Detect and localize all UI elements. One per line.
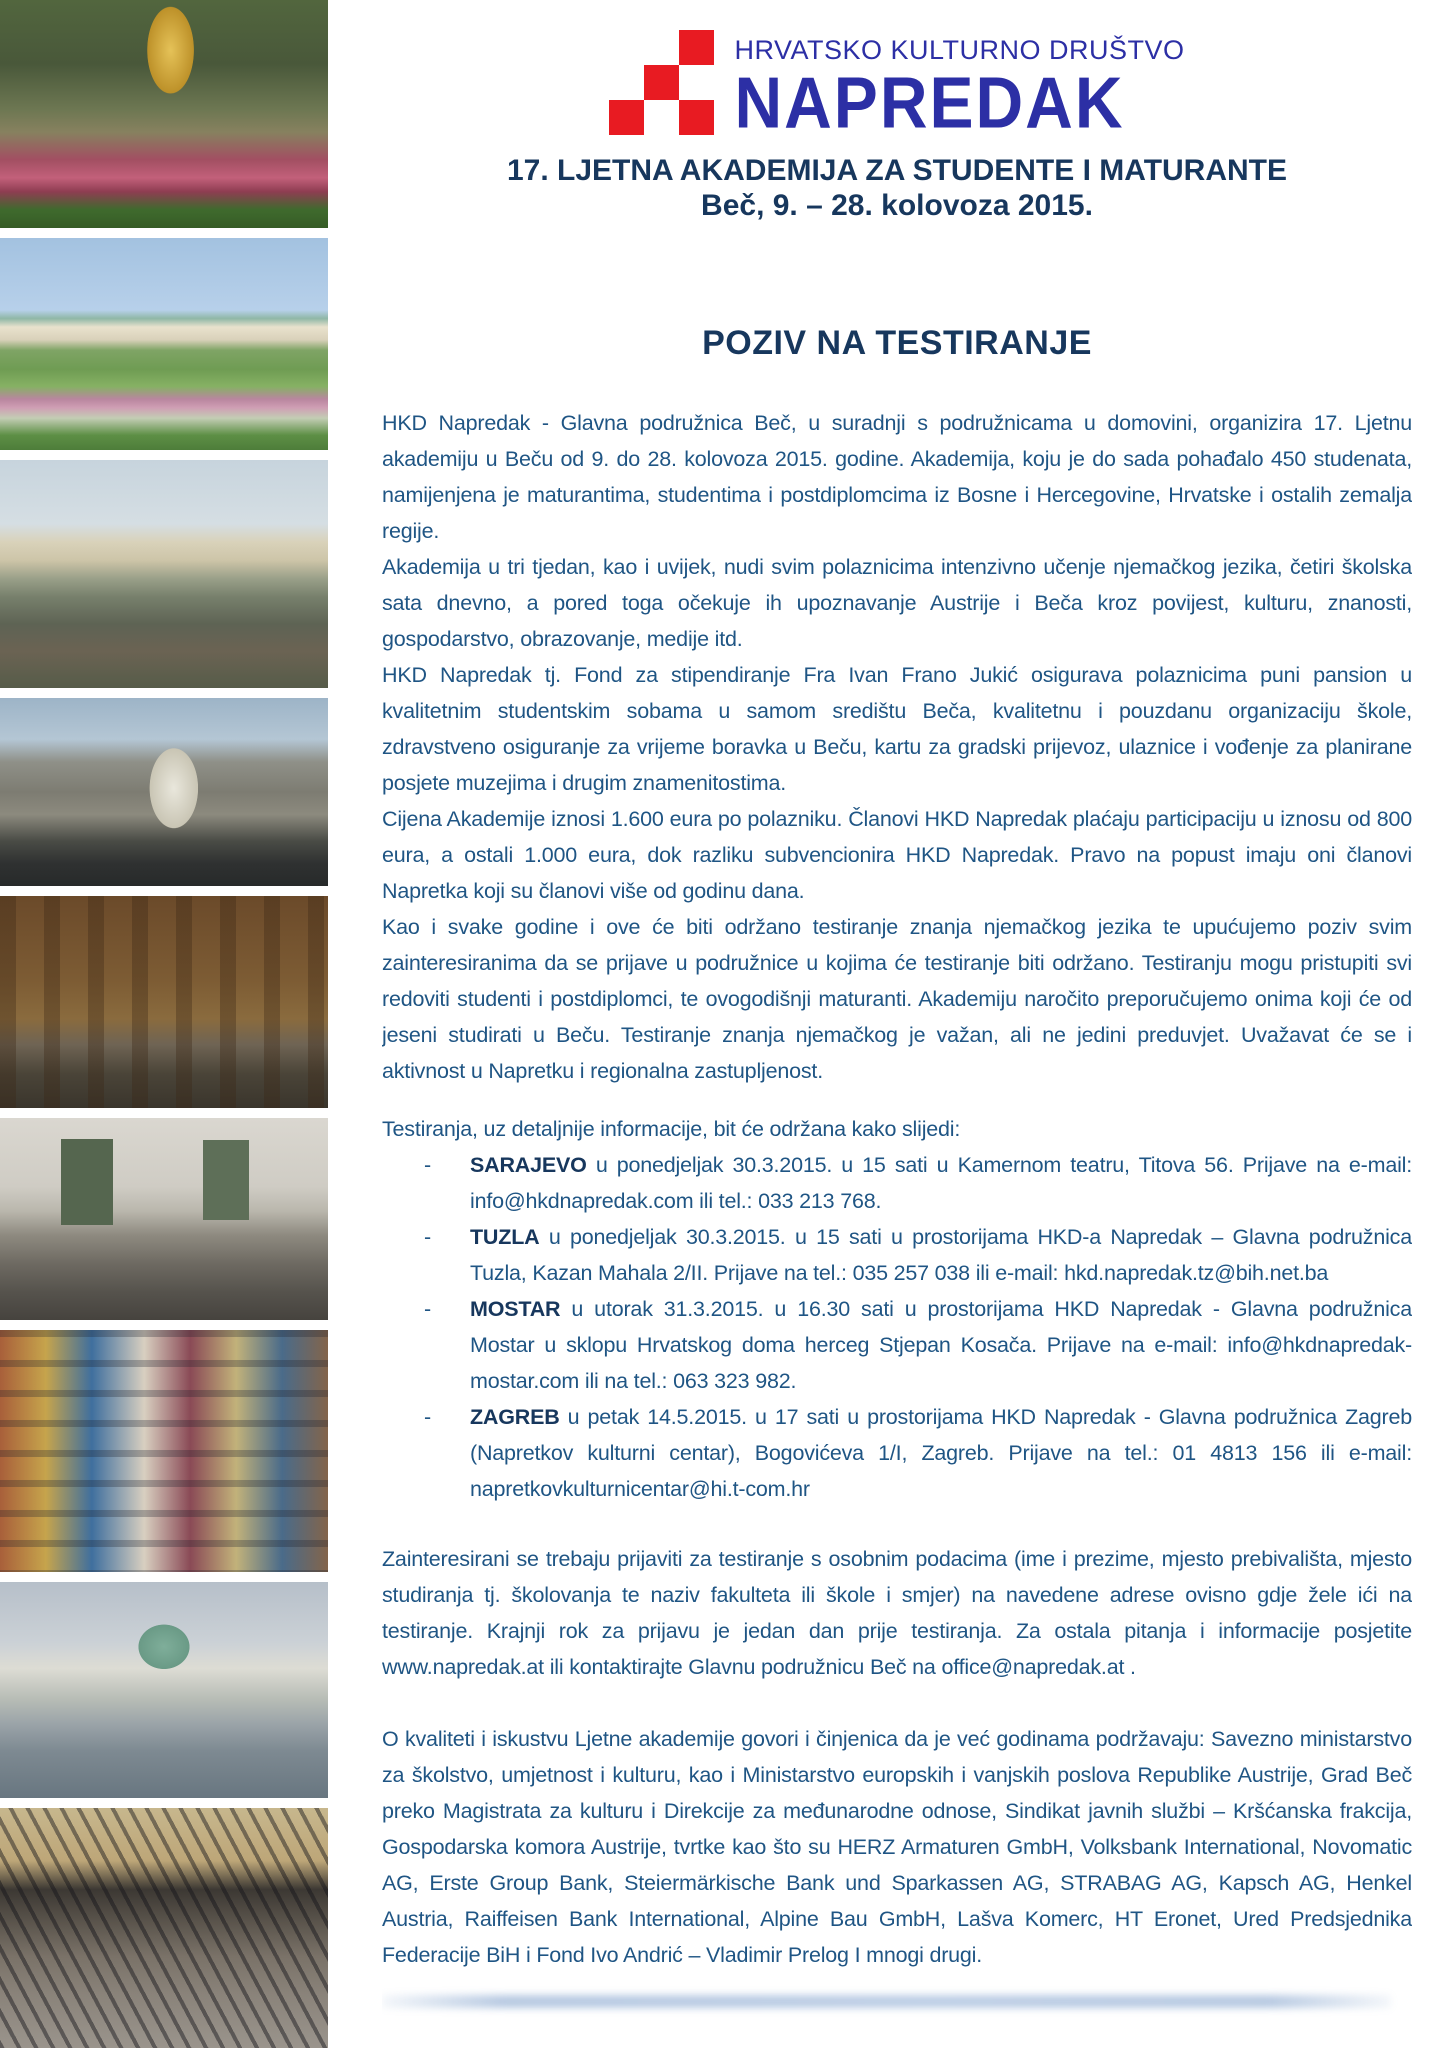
checker-cell <box>644 30 679 65</box>
section-heading: POZIV NA TESTIRANJE <box>702 324 1092 362</box>
test-city: ZAGREB <box>470 1405 560 1429</box>
test-city: TUZLA <box>470 1225 540 1249</box>
checker-cell <box>644 100 679 135</box>
testing-intro: Testiranja, uz detaljnije informacije, bit će održana kako slijedi: <box>382 1117 961 1141</box>
photo-group-in-front-of-palace <box>0 460 328 688</box>
test-item-mostar <box>382 1291 1412 1399</box>
test-details: u utorak 31.3.2015. u 16.30 sati u prostorijama HKD Napredak - Glavna podružnica Mostar u sklopu Hrvatskog doma herceg Stjepan Kosača. Prijave na e-mail: info@hkdnapredak-mostar.com ili na tel.: 063 323 982. <box>470 1297 1412 1393</box>
bullet-dash: - <box>424 1225 431 1249</box>
logo-org-line: HRVATSKO KULTURNO DRUŠTVO <box>734 34 1185 65</box>
test-item-tuzla <box>382 1219 1412 1291</box>
test-item-sarajevo <box>382 1147 1412 1219</box>
photo-austrian-parliament-athena <box>0 698 328 886</box>
test-details: u ponedjeljak 30.3.2015. u 15 sati u Kamernom teatru, Titova 56. Prijave na e-mail: info@hkdnapredak.com ili tel.: 033 213 768. <box>470 1153 1412 1213</box>
page-subtitle: Beč, 9. – 28. kolovoza 2015. <box>701 189 1093 222</box>
paragraph: Kao i svake godine i ove će biti održano testiranje znanja njemačkog jezika te upućujemo poziv svim zainteresiranima da se prijave u podružnice u kojima će testiranje biti održano. Testiranju mogu pristupiti svi redoviti studenti i postdiplomci, te ovogodišnji maturanti. Akademiju naročito preporučujemo onima koji će od jeseni studirati u Beču. Testiranje znanja njemačkog je važan, ali ne jedini preduvjet. Uvažavat će se i aktivnost u Napretku i regionalna zastupljenost. <box>382 915 1412 1083</box>
photo-karlskirche-church <box>0 1582 328 1798</box>
photo-group-on-staircase <box>0 1808 328 2048</box>
photo-hundertwasserhaus-facade <box>0 1330 328 1572</box>
test-details: u ponedjeljak 30.3.2015. u 15 sati u prostorijama HKD-a Napredak – Glavna podružnica Tuzla, Kazan Mahala 2/II. Prijave na tel.: 035 257 038 ili e-mail: hkd.napredak.tz@bih.net.ba <box>470 1225 1412 1285</box>
bullet-dash: - <box>424 1405 431 1429</box>
photo-strip <box>0 0 328 2048</box>
page-title: 17. LJETNA AKADEMIJA ZA STUDENTE I MATURANTE <box>506 154 1288 187</box>
photo-belvedere-palace-gardens <box>0 238 328 450</box>
checker-cell <box>679 65 714 100</box>
photo-group-at-stadtpark-monument <box>0 0 328 228</box>
checker-cell <box>679 100 714 135</box>
checker-cell <box>609 30 644 65</box>
bullet-dash: - <box>424 1297 431 1321</box>
checker-cell <box>609 100 644 135</box>
paragraph: HKD Napredak tj. Fond za stipendiranje Fra Ivan Frano Jukić osigurava polaznicima puni pansion u kvalitetnim studentskim sobama u samom središtu Beča, kvalitetnu i pouzdanu organizaciju škole, zdravstveno osiguranje za vrijeme boravka u Beču, kartu za gradski prijevoz, ulaznice i vođenje za planirane posjete muzejima i drugim znamenitostima. <box>382 663 1412 795</box>
paragraph: HKD Napredak - Glavna podružnica Beč, u suradnji s podružnicama u domovini, organizira 17. Ljetnu akademiju u Beču od 9. do 28. kolovoza 2015. godine. Akademija, koju je do sada pohađalo 450 studenata, namijenjena je maturantima, studentima i postdiplomcima iz Bosne i Hercegovine, Hrvatske i ostalih zemalja regije. <box>382 411 1412 543</box>
checker-cell <box>609 65 644 100</box>
paragraph: Cijena Akademije iznosi 1.600 eura po polazniku. Članovi HKD Napredak plaćaju participaciju u iznosu od 800 eura, a ostali 1.000 eura, dok razliku subvencionira HKD Napredak. Pravo na popust imaju oni članovi Napretka koji su članovi više od godinu dana. <box>382 807 1412 903</box>
document-body <box>382 0 1412 2048</box>
sponsors-paragraph: O kvaliteti i iskustvu Ljetne akademije govori i činjenica da je već godinama podržavaju: Savezno ministarstvo za školstvo, umjetnost i kulturu, kao i Ministarstvo europskih i vanjskih poslova Republike Austrije, Grad Beč preko Magistrata za kulturu i Direkcije za međunarodne odnose, Sindikat javnih službi – Kršćanska frakcija, Gospodarska komora Austrije, tvrtke kao što su HERZ Armaturen GmbH, Volksbank International, Novomatic AG, Erste Group Bank, Steiermärkische Bank und Sparkassen AG, STRABAG AG, Kapsch AG, Henkel Austria, Raiffeisen Bank International, Alpine Bau GmbH, Lašva Komerc, HT Eronet, Ured Predsjednika Federacije BiH i Fond Ivo Andrić – Vladimir Prelog I mnogi drugi. <box>382 1727 1412 1967</box>
logo-org-name: NAPREDAK <box>734 61 1125 143</box>
test-item-zagreb <box>382 1399 1412 1507</box>
photo-group-under-parliament-columns <box>0 896 328 1108</box>
napredak-logo <box>382 30 1412 143</box>
checker-cell <box>644 65 679 100</box>
checker-cell <box>679 30 714 65</box>
logo-text <box>734 34 1185 143</box>
test-city: MOSTAR <box>470 1297 561 1321</box>
paragraph: Akademija u tri tjedan, kao i uvijek, nudi svim polaznicima intenzivno učenje njemačkog jezika, četiri školska sata dnevno, a pored toga očekuje ih upoznavanje Austrije i Beča kroz povijest, kulturu, znanosti, gospodarstvo, obrazovanje, medije itd. <box>382 555 1412 651</box>
test-details: u petak 14.5.2015. u 17 sati u prostorijama HKD Napredak - Glavna podružnica Zagreb (Napretkov kulturni centar), Bogovićeva 1/I, Zagreb. Prijave na tel.: 01 4813 156 ili e-mail: napretkovkulturnicentar@hi.t-com.hr <box>470 1405 1412 1501</box>
test-city: SARAJEVO <box>470 1153 587 1177</box>
photo-group-on-street-building-13 <box>0 1118 328 1320</box>
napredak-checkerboard-icon <box>609 30 714 135</box>
application-info-paragraph: Zainteresirani se trebaju prijaviti za testiranje s osobnim podacima (ime i prezime, mjesto prebivališta, mjesto studiranja tj. školovanja te naziv fakulteta ili škole i smjer) na navedene adrese ovisno gdje žele ići na testiranje. Krajnji rok za prijavu je jedan dan prije testiranja. Za ostala pitanja i informacije posjetite www.napredak.at ili kontaktirajte Glavnu podružnicu Beč na office@napredak.at . <box>382 1547 1412 1679</box>
bullet-dash: - <box>424 1153 431 1177</box>
intro-paragraphs <box>382 405 1412 1089</box>
testing-locations-list <box>382 1147 1412 1507</box>
footer-blue-smudge <box>382 1995 1391 2008</box>
